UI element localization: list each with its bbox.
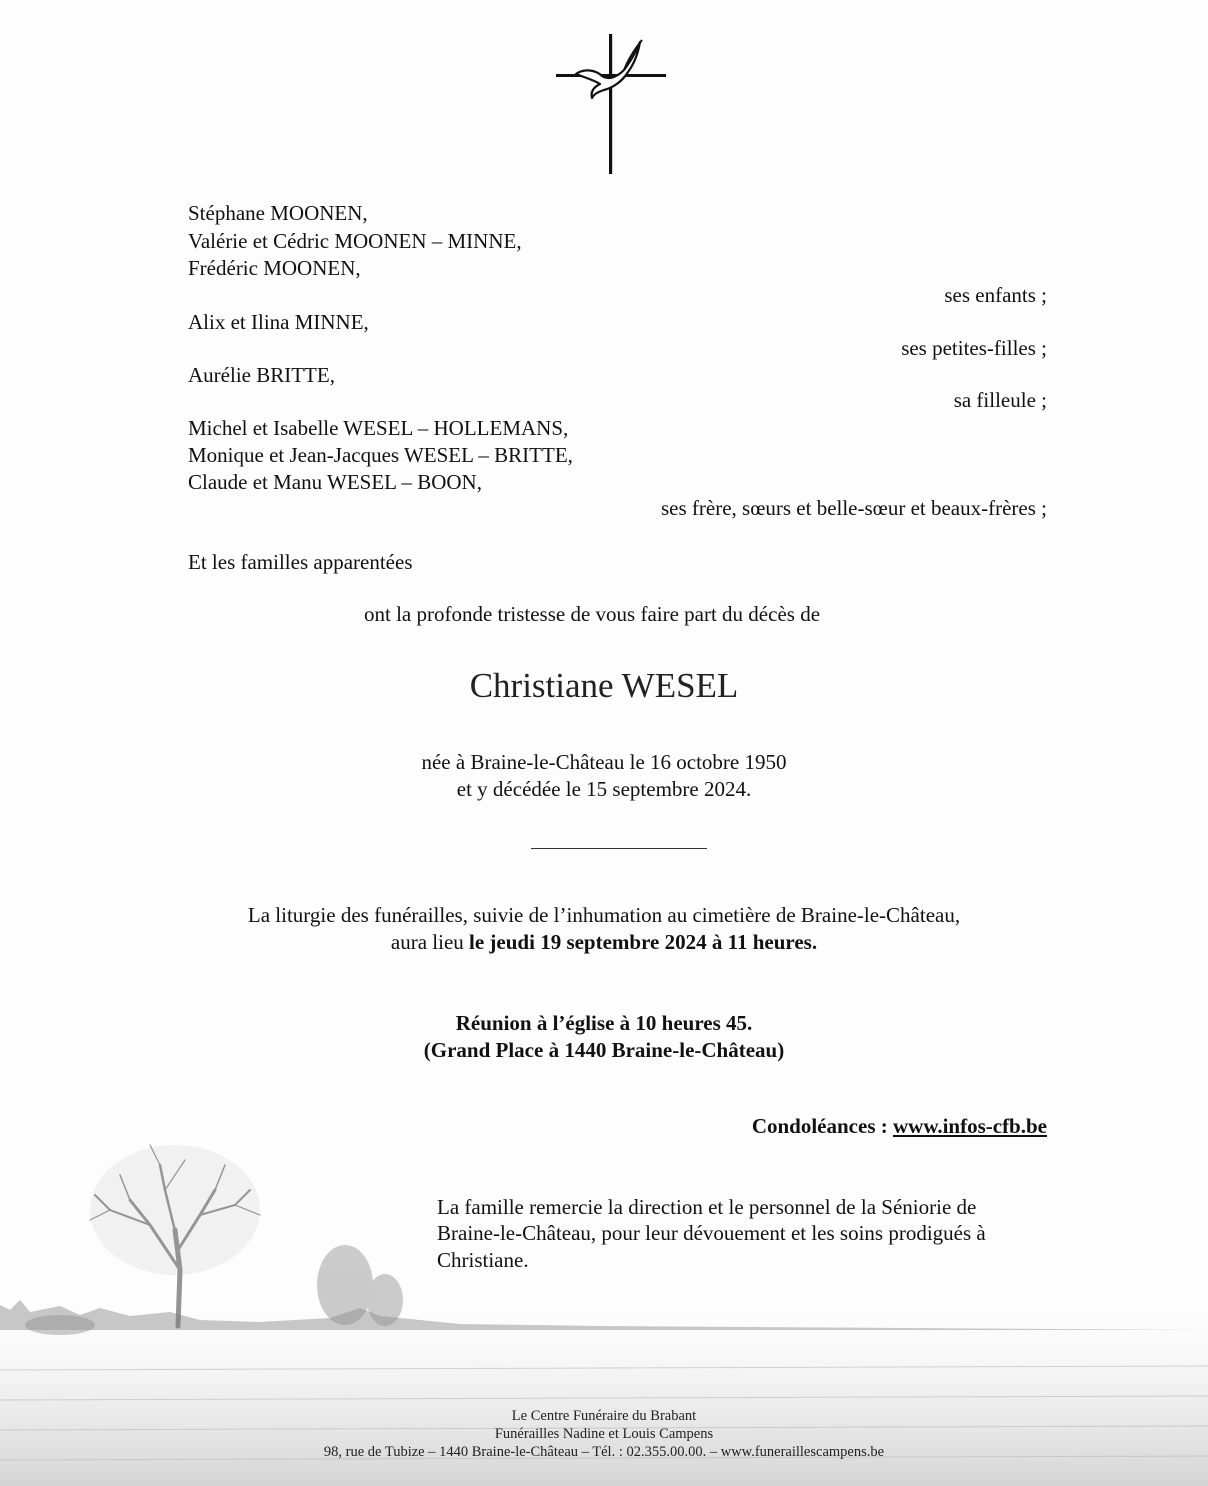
deceased-name: Christiane WESEL <box>469 666 739 705</box>
condolences-link[interactable]: www.infos-cfb.be <box>892 1114 1047 1138</box>
ceremony-line-1: La liturgie des funérailles, suivie de l’inhumation au cimetière de Braine-le-Château, <box>247 903 961 927</box>
thanks-line: Christiane. <box>437 1248 529 1272</box>
cross-with-dove-icon <box>554 32 668 176</box>
condolences-label: Condoléances : <box>751 1114 893 1138</box>
granddaughters-role: ses petites-filles ; <box>901 336 1047 360</box>
birth-line: née à Braine-le-Château le 16 octobre 1950 <box>421 750 787 774</box>
children-role: ses enfants ; <box>944 283 1047 307</box>
child-name: Valérie et Cédric MOONEN – MINNE, <box>188 229 522 253</box>
goddaughter-role: sa filleule ; <box>953 388 1047 412</box>
divider <box>531 848 707 849</box>
sibling-name: Michel et Isabelle WESEL – HOLLEMANS, <box>188 416 569 440</box>
goddaughter-name: Aurélie BRITTE, <box>188 363 335 387</box>
thanks-line: Braine-le-Château, pour leur dévouement et les soins prodigués à <box>437 1221 986 1245</box>
condolences <box>752 1113 1047 1140</box>
ceremony-line-2 <box>0 929 1208 956</box>
footer-company: Le Centre Funéraire du Brabant <box>511 1408 697 1424</box>
sibling-name: Monique et Jean-Jacques WESEL – BRITTE, <box>188 443 573 467</box>
child-name: Frédéric MOONEN, <box>188 256 361 280</box>
thanks-line: La famille remercie la direction et le personnel de la Séniorie de <box>437 1195 977 1219</box>
related-families: Et les familles apparentées <box>188 550 413 574</box>
siblings-role: ses frère, sœurs et belle-sœur et beaux-frères ; <box>661 496 1047 520</box>
footer-address: 98, rue de Tubize – 1440 Braine-le-Château – Tél. : 02.355.00.00. – www.funeraillescampens.be <box>323 1444 885 1460</box>
announcement-text: ont la profonde tristesse de vous faire part du décès de <box>364 602 821 626</box>
granddaughters-name: Alix et Ilina MINNE, <box>188 310 369 334</box>
meeting-time: Réunion à l’église à 10 heures 45. <box>455 1011 753 1035</box>
sibling-name: Claude et Manu WESEL – BOON, <box>188 470 482 494</box>
footer-funeral-home: Funérailles Nadine et Louis Campens <box>494 1426 714 1442</box>
meeting-address: (Grand Place à 1440 Braine-le-Château) <box>423 1038 785 1062</box>
death-line: et y décédée le 15 septembre 2024. <box>456 777 752 801</box>
child-name: Stéphane MOONEN, <box>188 201 368 225</box>
ceremony-prefix: aura lieu <box>390 930 470 954</box>
ceremony-date: le jeudi 19 septembre 2024 à 11 heures. <box>469 930 818 954</box>
